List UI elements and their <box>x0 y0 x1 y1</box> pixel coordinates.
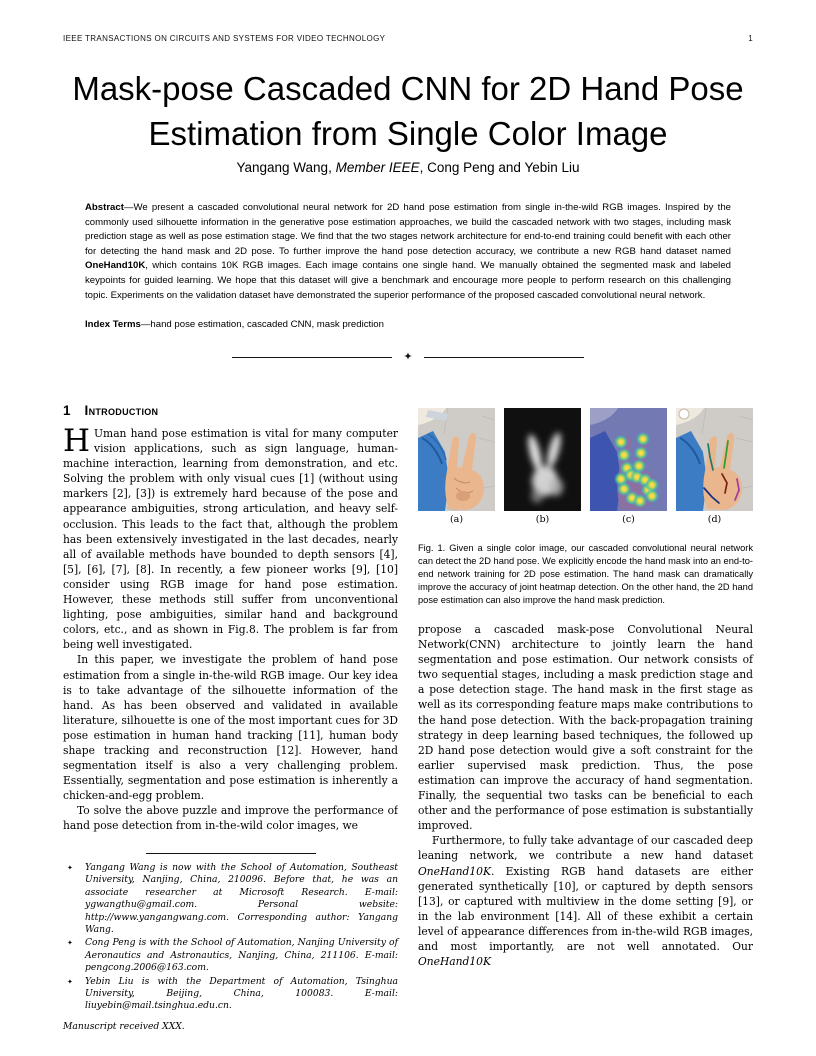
dataset-name-italic-1: OneHand10K <box>418 864 491 878</box>
author-line <box>0 160 816 175</box>
right-column-body <box>418 622 753 969</box>
figure-1-caption: Fig. 1. Given a single color image, our cascaded convolutional neural network can detect the 2D hand pose. We explicitly encode the hand mask into an end-to-end network training for 2D pose estimation. The hand mask can dramatically improve the accuracy of joint heatmap detection. On the other hand, the 2D hand pose estimation can also improve the hand mask prediction. <box>418 543 753 605</box>
right-paragraph-2-text-1: Furthermore, to fully take advantage of our cascaded deep leaning network, we contribute a new hand dataset <box>418 834 753 863</box>
subfigure-label-d: (d) <box>707 514 722 525</box>
subfigure-c-joint-heatmap <box>590 408 667 511</box>
separator-rule-left <box>232 357 392 358</box>
abstract-label: Abstract <box>85 202 124 213</box>
bullet-icon: ✦ <box>67 939 73 948</box>
title-line-2: Estimation from Single Color Image <box>148 115 668 152</box>
intro-paragraph-2: In this paper, we investigate the problem of hand pose estimation from a single in-the-wild RGB image. Our key idea is to take advantage of the silhouette information of the hand. As has been observed and validated in available literature, silhouette is one of the most important cues for 3D pose estimation in human hand tracking [11], human body shape tracking and reconstruction [12]. However, hand segmentation itself is also a very challenging problem. Essentially, segmentation and pose estimation is inherently a chicken-and-egg problem. <box>63 653 398 803</box>
dataset-name-italic-2: OneHand10K <box>418 955 491 969</box>
right-column <box>418 402 753 969</box>
footnote-rule <box>146 853 316 854</box>
footnote-text-2: Cong Peng is with the School of Automation, Nanjing University of Aeronautics and Astronautics, Nanjing, China, 211106. E-mail: pengcong.2006@163.com. <box>85 937 398 974</box>
author-name-1: Yangang Wang, <box>236 160 336 175</box>
subfigure-a-color-image <box>418 408 495 511</box>
hand-photo-image <box>418 408 495 511</box>
footnote-item <box>63 937 398 974</box>
index-terms <box>85 318 731 333</box>
footnote-text-3: Yebin Liu is with the Department of Automation, Tsinghua University, Beijing, China, 100083. E-mail: liuyebin@mail.tsinghua.edu.cn. <box>85 975 398 1012</box>
right-paragraph-2 <box>418 833 753 969</box>
section-title: Introduction <box>84 403 159 418</box>
section-heading-introduction <box>63 403 398 418</box>
section-separator <box>85 350 731 365</box>
subfigure-label-c: (c) <box>622 514 635 525</box>
footnote-block <box>63 853 398 1033</box>
front-matter <box>85 201 731 364</box>
abstract-text-1: —We present a cascaded convolutional neural network for 2D hand pose estimation from single in-the-wild RGB images. Inspired by the commonly used silhouette information in the generative pose estimation approaches, we build the cascaded network with two stages, including mask prediction stage as well as pose estimation stage. We find that the two stages network architecture for end-to-end training could benefit with each other for detecting the hand mask and 2D pose. To further improve the hand pose detection accuracy, we contribute a new RGB hand dataset named <box>85 202 731 257</box>
footnote-item <box>63 976 398 1013</box>
bullet-icon: ✦ <box>67 864 73 872</box>
paper-title <box>0 66 816 156</box>
subfigure-label-b: (b) <box>535 514 550 525</box>
hand-mask-image <box>504 408 581 511</box>
subfigure-d-pose-overlay <box>676 408 753 511</box>
page-number: 1 <box>748 34 753 43</box>
subfigure-labels <box>418 514 753 525</box>
author-membership: Member IEEE <box>335 160 420 175</box>
figure-1 <box>418 408 753 511</box>
index-terms-text: —hand pose estimation, cascaded CNN, mask prediction <box>140 319 384 331</box>
left-column <box>63 403 398 853</box>
abstract <box>85 201 731 303</box>
subfigure-b-hand-mask <box>504 408 581 511</box>
journal-name: IEEE TRANSACTIONS ON CIRCUITS AND SYSTEMS FOR VIDEO TECHNOLOGY <box>63 34 386 43</box>
intro-paragraph-1-text: Uman hand pose estimation is vital for many computer vision applications, such as sign language, human-machine interaction, learning from demonstration, and etc. Solving the problem with only visual cues [1] (without using markers [2], [3]) is extremely hard because of the pose and appearance ambiguities, strong articulation, and heavy self-occlusion. This leads to the fact that, although the problem has been extensively investigated in the last decades, nearly all of available methods have bounded to depth sensors [4], [5], [6], [7], [8]. In recently, a few pioneer works [9], [10] consider using RGB image for hand pose estimation. However, these methods still suffer from unconventional lighting, pose ambiguities, similar hand and background colors, etc., and as shown in Fig.8. The problem is far from being well investigated. <box>63 427 398 652</box>
right-paragraph-1: propose a cascaded mask-pose Convolutional Neural Network(CNN) architecture to jointly learn the hand segmentation and pose estimation. Our network consists of two sequential stages, including a mask prediction stage and a pose detection stage. The hand mask in the first stage as well as its corresponding feature maps make contributions to the hand pose detection. With the back-propagation training strategy in deep learning based techniques, the followed up 2D hand pose detection would give a soft constraint for the earlier supervised mask prediction. Thus, the pose estimation can improve the accuracy of hand segmentation. Finally, the sequential two tasks can be beneficial to each other and the performance of pose estimation is substantially improved. <box>418 623 753 833</box>
drop-cap: H <box>63 423 91 459</box>
abstract-dataset-name: OneHand10K <box>85 260 146 272</box>
intro-paragraph-3: To solve the above puzzle and improve the performance of hand pose detection from in-the-wild color images, we <box>63 804 398 833</box>
separator-rule-right <box>424 357 584 358</box>
footnote-item <box>63 862 398 936</box>
footnote-text-1: Yangang Wang is now with the School of Automation, Southeast University, Nanjing, China, 210096. Before that, he was an associate researcher at Microsoft Research. E-mail: ygwangthu@gmail.com. Personal website: http://www.yangangwang.com. Corresponding author: Yangang Wang. <box>85 862 398 936</box>
abstract-text-2: , which contains 10K RGB images. Each image contains one single hand. We manually obtained the segmented mask and labeled keypoints for guided learning. We hope that this dataset will give a benchmark and encourage more people to perform research on this challenging topic. Experiments on the validation dataset have demonstrated the superior performance of the proposed cascaded convolutional neural network. <box>85 260 731 301</box>
section-number: 1 <box>63 403 71 418</box>
bullet-icon: ✦ <box>67 977 73 986</box>
title-line-1: Mask-pose Cascaded CNN for 2D Hand Pose <box>72 70 744 107</box>
diamond-separator-icon: ✦ <box>403 350 413 363</box>
author-names-rest: , Cong Peng and Yebin Liu <box>419 160 580 175</box>
right-paragraph-2-text-2: . Existing RGB hand datasets are either generated synthetically [10], or captured by depth sensors [13], or captured with multiview in the dome setting [9], or in the lab environment [14]. All of these exhibit a certain level of appearance differences from in-the-wild RGB images, and most importantly, are not well annotated. Our <box>418 864 753 953</box>
pose-overlay-image <box>676 408 753 511</box>
subfigure-label-a: (a) <box>449 514 464 525</box>
running-header <box>63 34 753 43</box>
index-terms-label: Index Terms <box>85 319 141 331</box>
intro-paragraph-1 <box>63 423 398 652</box>
joint-heatmap-image <box>590 408 667 511</box>
manuscript-note: Manuscript received XXX. <box>63 1020 185 1032</box>
